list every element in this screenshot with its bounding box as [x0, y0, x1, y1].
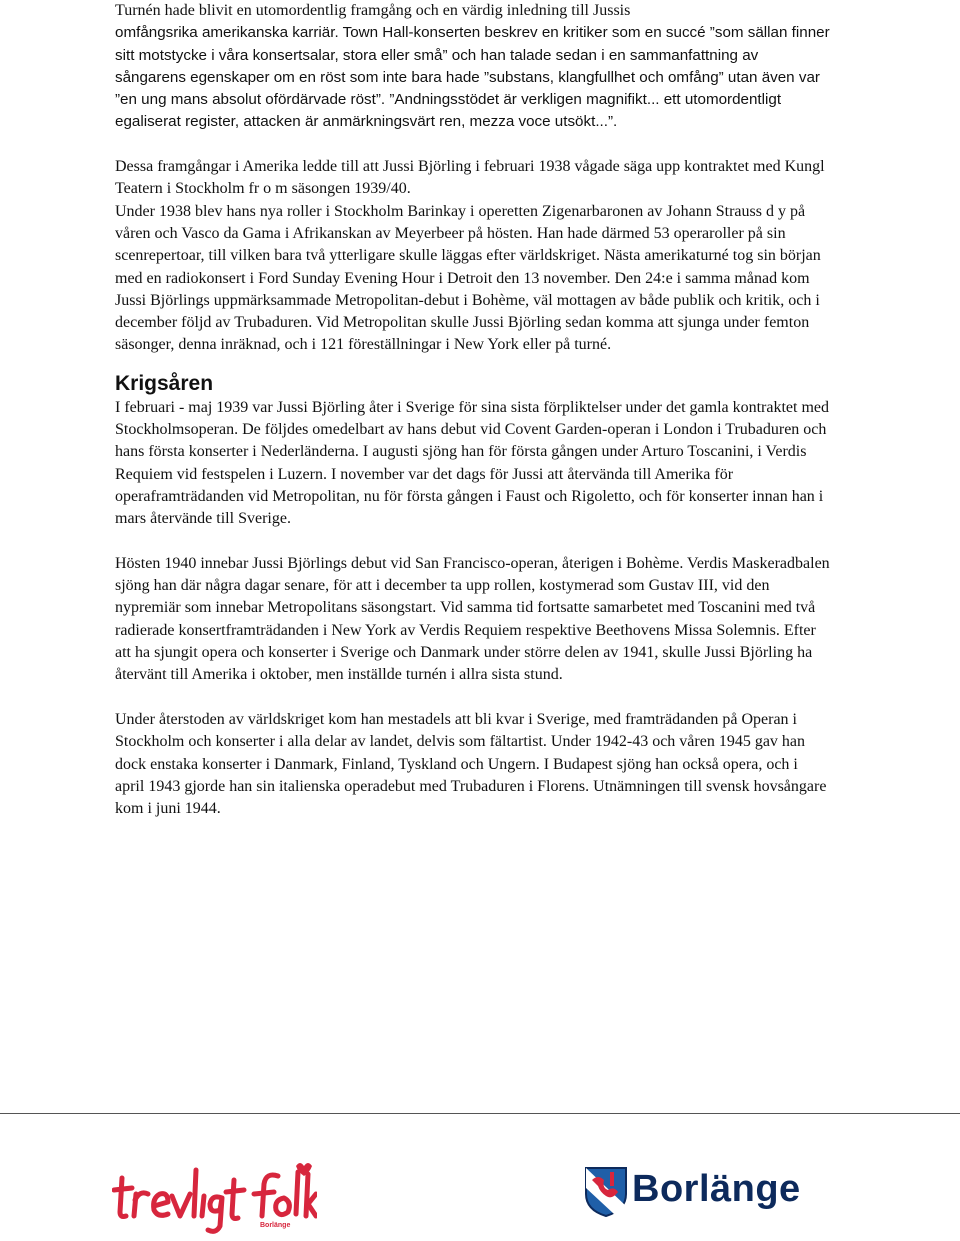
borlange-logo [580, 1160, 830, 1220]
borlange-crest-icon [584, 1166, 628, 1218]
paragraph-spacer [115, 531, 830, 553]
document-body [115, 0, 830, 820]
paragraph-1939: I februari - maj 1939 var Jussi Björling åter i Sverige för sina sista förpliktelser under det gamla kontraktet med Stockholmsoperan. De följdes omedelbart av hans debut vid Covent Garden-operan i London i Trubaduren och hans första konserter i Nederländerna. I augusti sjöng han för första gången under Arturo Toscanini, i Verdis Requiem vid festspelen i Luzern. I november var det dags för Jussi att återvända till Amerika för operaframträdanden vid Metropolitan, nu för första gången i Faust och Rigoletto, och för konserter innan han i mars återvände till Sverige. [115, 398, 830, 528]
review-paragraph: omfångsrika amerikanska karriär. Town Hall-konserten beskrev en kritiker som en succé ”som sällan finner sitt motstycke i våra konsertsalar, stora eller små” och han talade sedan i en sammanfattning av sångarens egenskaper om en röst som inte bara hade ”substans, klangfullhet och omfång” utan även var ”en ung mans absolut ofördärvade röst”. ”Andningsstödet är verkligen magnifikt... ett utomordentligt egaliserat register, attacken är anmärkningsvärt ren, mezza voce utsökt...”. [115, 24, 830, 131]
paragraph-roles-1938: Under 1938 blev hans nya roller i Stockholm Barinkay i operetten Zigenarbaronen av Johann Strauss d y på våren och Vasco da Gama i Afrikanskan av Meyerbeer på hösten. Han hade därmed 53 operaroller på sin scenrepertoar, till vilken bara två ytterligare skulle läggas efter världskriget. Nästa amerikaturné tog sin början med en radiokonsert i Ford Sunday Evening Hour i Detroit den 13 november. Den 24:e i samma månad kom Jussi Björlings uppmärksammade Metropolitan-debut i Bohème, väl mottagen av både publik och kritik, och i december följd av Trubaduren. Vid Metropolitan skulle Jussi Björling sedan komma att sjunga under femton säsonger, denna inräknad, och i 121 föreställningar i New York eller på turné. [115, 202, 821, 354]
paragraph-contract: Dessa framgångar i Amerika ledde till att Jussi Björling i februari 1938 vågade säga upp kontraktet med Kungl Teatern i Stockholm fr o m säsongen 1939/40. [115, 158, 825, 198]
section-spacer [115, 357, 830, 371]
paragraph-war-years: Under återstoden av världskriget kom han mestadels att bli kvar i Sverige, med framträdanden på Operan i Stockholm och konserter i alla delar av landet, delvis som fältartist. Under 1942-43 och våren 1945 gav han dock enstaka konserter i Danmark, Finland, Tyskland och Ungern. I Budapest sjöng han också opera, och i april 1943 gjorde han sin italienska operadebut med Trubaduren i Florens. Utnämningen till svensk hovsångare kom i juni 1944. [115, 710, 827, 818]
intro-line: Turnén hade blivit en utomordentlig framgång och en värdig inledning till Jussis [115, 2, 631, 19]
section-heading: Krigsåren [115, 371, 214, 395]
borlange-wordmark: Borlänge [632, 1168, 801, 1210]
trevligt-folk-logo [112, 1160, 317, 1236]
paragraph-spacer [115, 134, 830, 156]
trevligt-folk-subtext: Borlänge [260, 1222, 291, 1229]
footer-divider [0, 1113, 960, 1114]
paragraph-spacer [115, 687, 830, 709]
paragraph-1940: Hösten 1940 innebar Jussi Björlings debut vid San Francisco-operan, återigen i Bohème. Verdis Maskeradbalen sjöng han där några dagar senare, för att i december ta upp rollen, kostymerad som Gustav III, vid den nypremiär som innebar Metropolitans säsongstart. Vid samma tid fortsatte samarbetet med Toscanini med två radierade konsertframträdanden i New York av Verdis Requiem respektive Beethovens Missa Solemnis. Efter att ha sjungit opera och konserter i Sverige och Danmark under större delen av 1941, skulle Jussi Björling ha återvänt till Amerika i oktober, men inställde turnén i allra sista stund. [115, 554, 830, 684]
